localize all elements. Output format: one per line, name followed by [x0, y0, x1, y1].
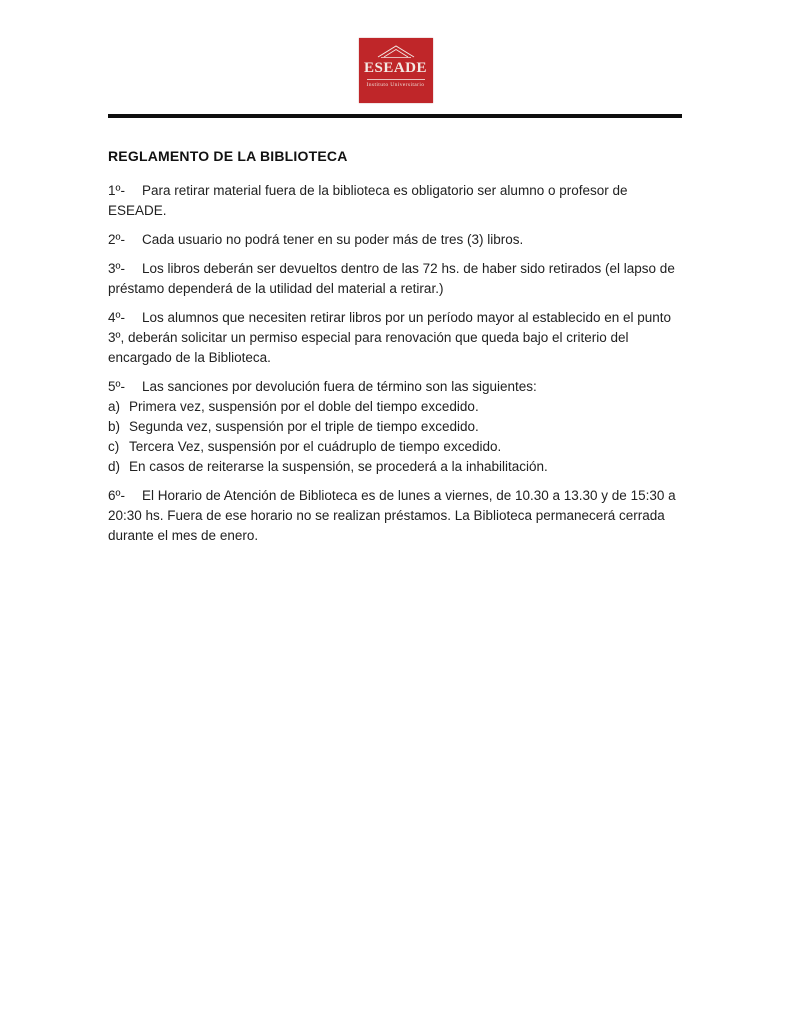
- rule-5-marker: 5º-: [108, 379, 125, 394]
- logo-rule: [367, 79, 425, 80]
- rule-5-subitem-d: [108, 457, 679, 477]
- rule-5: [108, 377, 679, 477]
- rule-5-header: [108, 377, 679, 397]
- rule-3-text: Los libros deberán ser devueltos dentro de las 72 hs. de haber sido retirados (el lapso de préstamo dependerá de la utilidad del material a retirar.): [108, 261, 675, 296]
- rule-5-subitem-d-text: En casos de reiterarse la suspensión, se procederá a la inhabilitación.: [129, 459, 548, 474]
- rule-1: [108, 181, 679, 221]
- rule-6: [108, 486, 679, 546]
- rule-3: [108, 259, 679, 299]
- document-body: [0, 148, 791, 546]
- rule-2-marker: 2º-: [108, 232, 125, 247]
- rule-5-subitem-a-marker: a): [108, 399, 121, 414]
- rule-6-text: El Horario de Atención de Biblioteca es de lunes a viernes, de 10.30 a 13.30 y de 15:30 a 20:30 hs. Fuera de ese horario no se realizan préstamos. La Biblioteca permanecerá cerrada durante el mes de enero.: [108, 488, 676, 543]
- document-header: [0, 0, 791, 103]
- rule-4-marker: 4º-: [108, 310, 125, 325]
- rule-5-subitem-d-marker: d): [108, 459, 121, 474]
- page-title: REGLAMENTO DE LA BIBLIOTECA: [108, 148, 348, 164]
- rule-5-subitem-b-text: Segunda vez, suspensión por el triple de tiempo excedido.: [129, 419, 479, 434]
- logo-tagline: Instituto Universitario: [366, 82, 425, 88]
- rule-5-subitem-b-marker: b): [108, 419, 121, 434]
- rule-5-subitem-a-text: Primera vez, suspensión por el doble del tiempo excedido.: [129, 399, 479, 414]
- eseade-logo: [359, 38, 433, 103]
- rule-6-marker: 6º-: [108, 488, 125, 503]
- logo-wordmark: ESEADE: [363, 60, 428, 76]
- rule-4: [108, 308, 679, 368]
- roof-icon: [375, 44, 417, 59]
- header-divider: [108, 114, 682, 118]
- rule-5-subitem-c-marker: c): [108, 439, 120, 454]
- rule-5-subitem-a: [108, 397, 679, 417]
- rule-1-marker: 1º-: [108, 183, 125, 198]
- rule-2: [108, 230, 679, 250]
- rule-5-text: Las sanciones por devolución fuera de término son las siguientes:: [142, 379, 537, 394]
- rule-5-subitem-c: [108, 437, 679, 457]
- rule-4-text: Los alumnos que necesiten retirar libros por un período mayor al establecido en el punto 3º, deberán solicitar un permiso especial para renovación que queda bajo el criterio del encargado de la Biblioteca.: [108, 310, 672, 365]
- rule-3-marker: 3º-: [108, 261, 125, 276]
- rule-1-text: Para retirar material fuera de la biblioteca es obligatorio ser alumno o profesor de ESEADE.: [108, 183, 628, 218]
- rule-5-subitem-c-text: Tercera Vez, suspensión por el cuádruplo de tiempo excedido.: [129, 439, 502, 454]
- rule-5-subitem-b: [108, 417, 679, 437]
- rule-2-text: Cada usuario no podrá tener en su poder más de tres (3) libros.: [142, 232, 524, 247]
